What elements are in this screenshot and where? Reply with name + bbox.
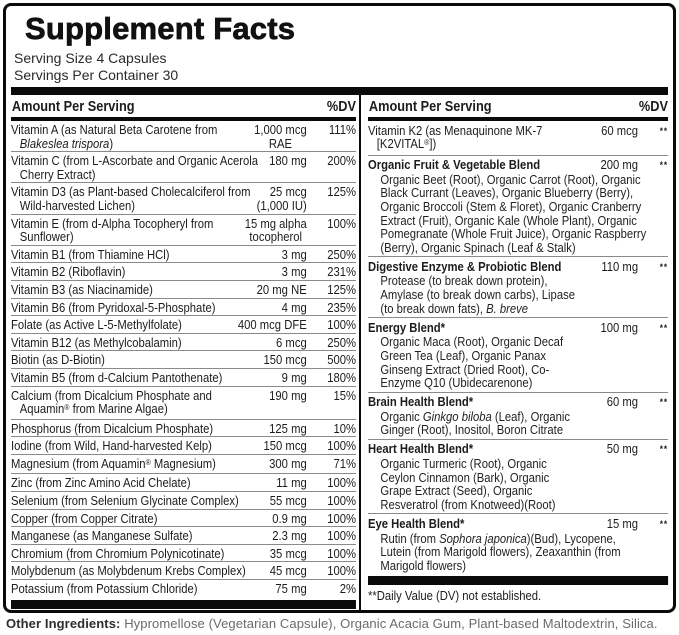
amount-line: 55 mcg	[269, 493, 307, 509]
dv-header-label: %DV	[638, 99, 668, 115]
nutrient-list-left	[11, 121, 356, 597]
nutrient-dv: 180%	[327, 369, 357, 385]
blend-dv: **	[659, 261, 668, 273]
nutrient-row	[11, 580, 356, 597]
nutrient-name: Vitamin A (as Natural Beta Carotene from Blakeslea trispora)	[11, 122, 218, 151]
nutrient-amount	[282, 265, 307, 279]
nutrient-dv: 15%	[333, 387, 357, 403]
left-bottom-bar	[11, 600, 356, 609]
other-ingredients-label: Other Ingredients:	[6, 616, 121, 631]
nutrient-amount	[257, 185, 307, 212]
nutrient-amount	[245, 217, 307, 244]
nutrient-dv: 100%	[327, 475, 357, 491]
amount-line: 9 mg	[281, 369, 307, 385]
blend-ingredients: Rutin (from Sophora japonica)(Bud), Lycopene, Lutein (from Marigold flowers), Zeaxanthin (from Marigold flowers)	[380, 530, 621, 573]
amount-line: 1,000 mcg	[254, 122, 307, 137]
nutrient-amount	[270, 564, 307, 578]
nutrient-name: Vitamin B2 (Riboflavin)	[11, 264, 126, 280]
nutrient-dv: 231%	[327, 264, 357, 280]
facts-columns	[11, 95, 668, 610]
left-column	[11, 95, 359, 610]
nutrient-row	[11, 215, 356, 246]
nutrient-name: Potassium (from Potassium Chloride)	[11, 581, 198, 597]
blend-amount	[607, 442, 638, 456]
nutrient-dv: 100%	[327, 510, 357, 526]
amount-line: 6 mcg	[276, 334, 307, 350]
blend-name: Digestive Enzyme & Probiotic Blend	[368, 258, 562, 274]
nutrient-amount	[272, 512, 306, 526]
blend-name: Vitamin K2 (as Menaquinone MK-7 [K2VITAL®])	[368, 122, 543, 152]
nutrient-amount	[282, 248, 307, 262]
nutrient-name: Vitamin B12 (as Methylcobalamin)	[11, 334, 182, 350]
amount-line: 100 mg	[600, 319, 639, 335]
nutrient-dv: 235%	[327, 299, 357, 315]
left-column-header	[11, 95, 356, 117]
servings-per-container: Servings Per Container 30	[14, 66, 179, 83]
nutrient-amount	[276, 336, 307, 350]
nutrient-name: Chromium (from Chromium Polynicotinate)	[11, 545, 225, 561]
blend-header	[368, 517, 668, 532]
nutrient-row	[11, 387, 356, 420]
right-bottom-bar	[368, 576, 668, 585]
nutrient-row	[11, 152, 356, 183]
nutrient-name: Molybdenum (as Molybdenum Krebs Complex)	[11, 563, 246, 579]
nutrient-name: Folate (as Active L-5-Methylfolate)	[11, 317, 182, 333]
blend-row	[368, 257, 668, 318]
nutrient-dv: 250%	[327, 334, 357, 350]
blend-row	[368, 318, 668, 392]
amount-line: 3 mg	[281, 264, 307, 280]
nutrient-dv: 125%	[327, 281, 357, 297]
amount-line: 25 mcg	[269, 184, 307, 200]
blend-dv: **	[659, 397, 668, 409]
amount-line: 300 mg	[269, 455, 307, 471]
nutrient-name: Vitamin D3 (as Plant-based Cholecalciferol from Wild-harvested Lichen)	[11, 184, 251, 213]
nutrient-dv: 2%	[339, 581, 357, 597]
nutrient-row	[11, 369, 356, 387]
nutrient-name: Selenium (from Selenium Glycinate Complex)	[11, 493, 239, 509]
blend-row	[368, 156, 668, 258]
blend-dv: **	[659, 444, 668, 456]
nutrient-name: Vitamin B5 (from d-Calcium Pantothenate)	[11, 369, 223, 385]
daily-value-footnote: **Daily Value (DV) not established.	[368, 588, 542, 604]
nutrient-amount	[270, 494, 307, 508]
nutrient-amount	[238, 318, 307, 332]
nutrient-amount	[276, 476, 306, 490]
other-ingredients-text: Hypromellose (Vegetarian Capsule), Organic Acacia Gum, Plant-based Maltodextrin, Silica.	[120, 616, 658, 631]
amount-line: 200 mg	[600, 157, 639, 173]
blend-header	[368, 158, 668, 173]
nutrient-dv: 125%	[327, 184, 357, 200]
nutrient-row	[11, 420, 356, 438]
right-column-header	[368, 95, 668, 117]
nutrient-name: Vitamin B6 (from Pyridoxal-5-Phosphate)	[11, 299, 216, 315]
nutrient-row	[11, 455, 356, 475]
blend-amount	[607, 517, 638, 531]
nutrient-name: Iodine (from Wild, Hand-harvested Kelp)	[11, 438, 212, 454]
blend-ingredients: Protease (to break down protein), Amylase (to break down carbs), Lipase (to break down fats), B. breve	[380, 273, 575, 316]
amount-line: tocopherol	[249, 229, 303, 245]
nutrient-amount	[275, 582, 306, 596]
nutrient-name: Vitamin B1 (from Thiamine HCl)	[11, 246, 170, 262]
nutrient-row	[11, 316, 356, 334]
blend-amount	[601, 158, 639, 172]
blend-header	[368, 442, 668, 457]
nutrient-amount	[254, 123, 307, 150]
nutrient-row	[11, 492, 356, 510]
nutrient-dv: 100%	[327, 438, 357, 454]
nutrient-dv: 100%	[327, 563, 357, 579]
blend-header	[368, 395, 668, 410]
nutrient-dv: 250%	[327, 246, 357, 262]
amount-line: 45 mcg	[269, 563, 307, 579]
header-divider-bar	[11, 87, 668, 95]
amount-line: 3 mg	[281, 246, 307, 262]
amount-line: 60 mg	[606, 394, 639, 410]
blend-dv: **	[659, 125, 668, 137]
nutrient-amount	[269, 457, 307, 471]
amount-line: 15 mg alpha	[244, 215, 307, 231]
other-ingredients	[6, 616, 674, 631]
amount-line: 400 mcg DFE	[237, 317, 307, 333]
nutrient-amount	[282, 371, 307, 385]
nutrient-dv: 100%	[327, 528, 357, 544]
nutrient-row	[11, 545, 356, 563]
nutrient-name: Magnesium (from Aquamin® Magnesium)	[11, 455, 216, 471]
blend-row	[368, 514, 668, 574]
nutrient-dv: 100%	[327, 215, 357, 231]
blend-amount	[601, 321, 639, 335]
nutrient-dv: 100%	[327, 493, 357, 509]
amount-line: 110 mg	[601, 258, 639, 274]
blend-name: Organic Fruit & Vegetable Blend	[368, 157, 541, 173]
nutrient-amount	[282, 301, 307, 315]
nutrient-dv: 100%	[327, 545, 357, 561]
nutrient-dv: 111%	[328, 122, 357, 137]
blend-name: Heart Health Blend*	[368, 441, 474, 457]
blend-dv: **	[659, 322, 668, 334]
amount-line: RAE	[268, 135, 292, 151]
blend-ingredients: Organic Ginkgo biloba (Leaf), Organic Ginger (Root), Inositol, Boron Citrate	[380, 408, 571, 438]
nutrient-amount	[269, 422, 307, 436]
nutrient-row	[11, 281, 356, 299]
nutrient-amount	[269, 389, 307, 403]
amount-line: (1,000 IU)	[256, 197, 307, 213]
nutrient-amount	[272, 529, 306, 543]
amount-line: 15 mg	[606, 515, 639, 531]
amount-line: 50 mg	[606, 441, 639, 457]
nutrient-name: Vitamin B3 (as Niacinamide)	[11, 281, 153, 297]
nutrient-row	[11, 334, 356, 352]
nutrient-dv: 71%	[333, 455, 357, 471]
nutrient-name: Manganese (as Manganese Sulfate)	[11, 528, 193, 544]
nutrient-row	[11, 246, 356, 264]
blend-amount	[601, 124, 638, 138]
amount-per-serving-label: Amount Per Serving	[368, 99, 492, 115]
panel-title: Supplement Facts	[25, 11, 296, 46]
nutrient-name: Copper (from Copper Citrate)	[11, 510, 158, 526]
nutrient-list-right	[368, 121, 668, 574]
nutrient-name: Vitamin E (from d-Alpha Tocopheryl from Sunflower)	[11, 215, 214, 245]
serving-size: Serving Size 4 Capsules	[14, 50, 167, 66]
amount-line: 0.9 mg	[272, 510, 307, 526]
nutrient-row	[11, 183, 356, 214]
nutrient-row	[11, 351, 356, 369]
blend-header	[368, 260, 668, 275]
nutrient-name: Biotin (as D-Biotin)	[11, 352, 105, 368]
amount-per-serving-label: Amount Per Serving	[11, 99, 135, 115]
blend-row	[368, 440, 668, 514]
nutrient-row	[11, 437, 356, 455]
blend-header	[368, 321, 668, 336]
nutrient-name: Zinc (from Zinc Amino Acid Chelate)	[11, 475, 191, 491]
dv-header-label: %DV	[326, 99, 357, 115]
nutrient-amount	[270, 547, 307, 561]
nutrient-name: Vitamin C (from L-Ascorbate and Organic Acerola Cherry Extract)	[11, 153, 259, 182]
nutrient-dv: 100%	[327, 317, 357, 333]
blend-name: Energy Blend*	[368, 319, 445, 335]
nutrient-row	[11, 474, 356, 492]
nutrient-name: Calcium (from Dicalcium Phosphate and Aquamin® from Marine Algae)	[11, 387, 212, 417]
amount-line: 180 mg	[269, 153, 307, 169]
nutrient-row	[11, 299, 356, 317]
amount-line: 190 mg	[269, 387, 307, 403]
nutrient-row	[11, 263, 356, 281]
blend-dv: **	[659, 160, 668, 172]
nutrient-dv: 10%	[333, 420, 357, 436]
blend-dv: **	[659, 518, 668, 530]
blend-row	[368, 121, 668, 156]
nutrient-name: Phosphorus (from Dicalcium Phosphate)	[11, 420, 214, 436]
nutrient-amount	[269, 154, 307, 168]
blend-name: Brain Health Blend*	[368, 394, 474, 410]
amount-line: 150 mcg	[263, 352, 307, 368]
blend-name: Eye Health Blend*	[368, 515, 465, 531]
nutrient-dv: 200%	[327, 153, 357, 169]
amount-line: 20 mg NE	[256, 281, 307, 297]
right-column	[359, 95, 668, 610]
nutrient-row	[11, 510, 356, 528]
blend-ingredients: Organic Maca (Root), Organic Decaf Green Tea (Leaf), Organic Panax Ginseng Extract (Dried Root), Co-Enzyme Q10 (Ubidecarenone)	[380, 334, 564, 391]
amount-line: 35 mcg	[269, 545, 307, 561]
amount-line: 125 mg	[269, 420, 307, 436]
amount-line: 60 mcg	[601, 122, 639, 138]
blend-header	[368, 124, 668, 153]
amount-line: 2.3 mg	[272, 528, 307, 544]
blend-row	[368, 393, 668, 440]
blend-amount	[607, 395, 638, 409]
nutrient-amount	[264, 439, 307, 453]
nutrient-amount	[264, 353, 307, 367]
amount-line: 150 mcg	[263, 438, 307, 454]
nutrient-row	[11, 121, 356, 152]
blend-amount	[601, 260, 638, 274]
supplement-facts-panel	[3, 3, 676, 613]
nutrient-amount	[257, 283, 307, 297]
blend-ingredients: Organic Beet (Root), Organic Carrot (Root), Organic Black Currant (Leaves), Organic Blueberry (Berry), Organic Broccoli (Stem & Floret), Organic Cranberry Extract (Fruit), Organic Kale (Whole Plant), Organic Pomegranate (Whole Fruit Juice), Organic Raspberry (Berry), Organic Spinach (Leaf & Stalk)	[380, 171, 647, 255]
amount-line: 75 mg	[275, 581, 307, 597]
nutrient-dv: 500%	[327, 352, 357, 368]
nutrient-row	[11, 527, 356, 545]
blend-ingredients: Organic Turmeric (Root), Organic Ceylon Cinnamon (Bark), Organic Grape Extract (Seed), Organic Resveratrol (from Knotweed)(Root)	[380, 456, 556, 512]
amount-line: 4 mg	[281, 299, 307, 315]
amount-line: 11 mg	[276, 475, 307, 491]
nutrient-row	[11, 562, 356, 580]
